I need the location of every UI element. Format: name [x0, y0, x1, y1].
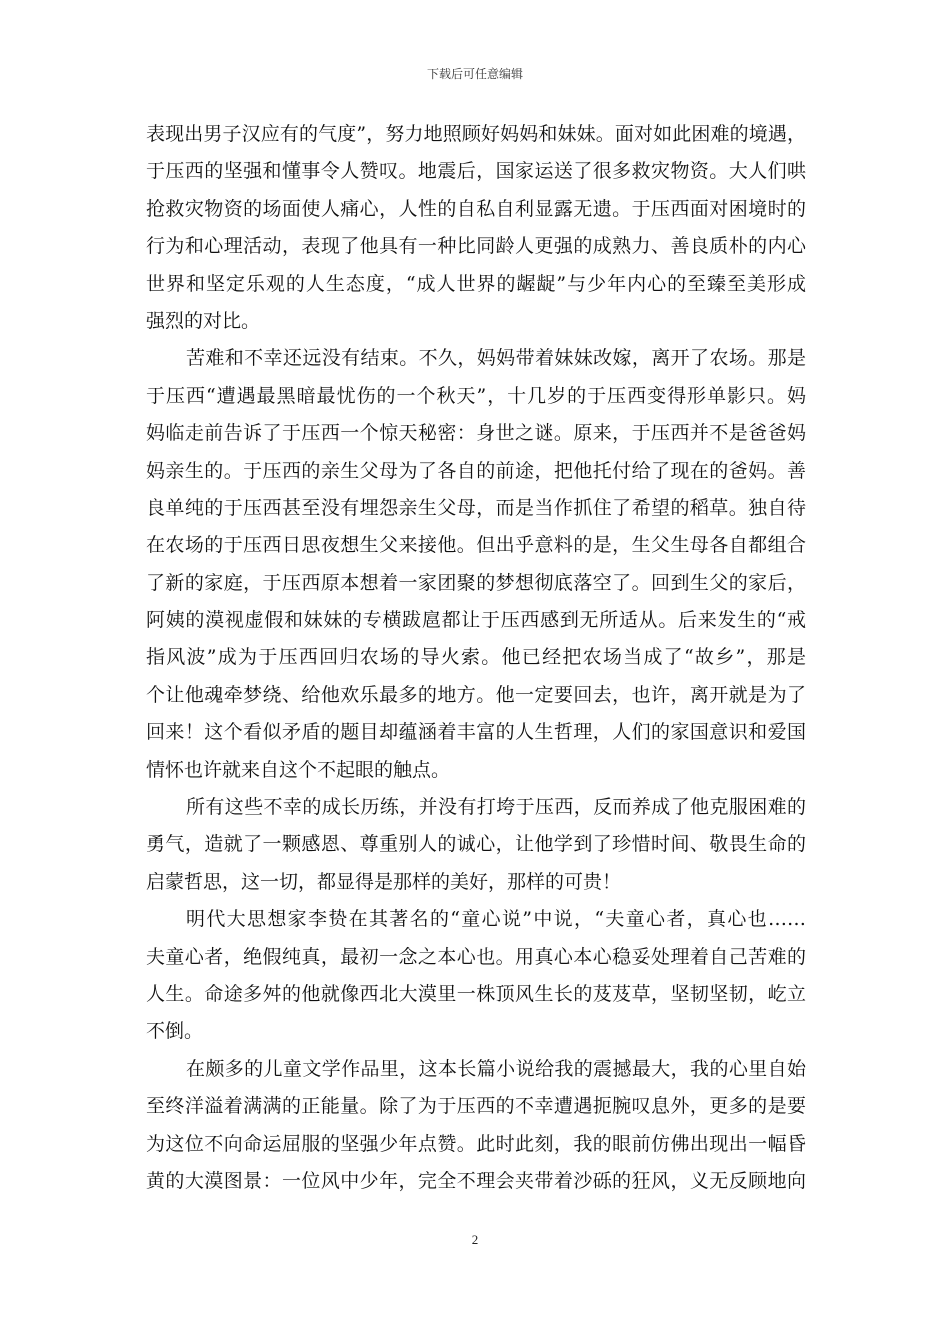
text-line: 明代大思想家李贽在其著名的“童心说”中说，“夫童心者，真心也……: [186, 908, 806, 931]
text-line: 所有这些不幸的成长历练，并没有打垮于压西，反而养成了他克服困难的: [186, 796, 806, 819]
page-number: 2: [471, 1232, 479, 1247]
text-line: 至终洋溢着满满的正能量。除了为于压西的不幸遭遇扼腕叹息外，更多的是要: [146, 1095, 806, 1118]
text-line: 不倒。: [146, 1020, 204, 1043]
body-text: [146, 116, 806, 1200]
text-line: 世界和坚定乐观的人生态度，“成人世界的龌龊”与少年内心的至臻至美形成: [146, 272, 806, 295]
text-line: 抢救灾物资的场面使人痛心，人性的自私自利显露无遗。于压西面对困境时的: [146, 197, 806, 220]
text-line: 苦难和不幸还远没有结束。不久，妈妈带着妹妹改嫁，离开了农场。那是: [186, 347, 806, 370]
text-line: 回来！这个看似矛盾的题目却蕴涵着丰富的人生哲理，人们的家国意识和爱国: [146, 721, 806, 744]
text-line: 阿姨的漠视虚假和妹妹的专横跋扈都让于压西感到无所适从。后来发生的“戒: [146, 609, 806, 632]
paragraph: [146, 789, 806, 901]
text-line: 在颇多的儿童文学作品里，这本长篇小说给我的震撼最大，我的心里自始: [186, 1057, 806, 1080]
text-line: 情怀也许就来自这个不起眼的触点。: [146, 758, 451, 781]
text-line: 表现出男子汉应有的气度”，努力地照顾好妈妈和妹妹。面对如此困难的境遇，: [146, 123, 806, 145]
text-line: 启蒙哲思，这一切，都显得是那样的美好，那样的可贵！: [146, 870, 622, 893]
text-line: 于压西的坚强和懂事令人赞叹。地震后，国家运送了很多救灾物资。大人们哄: [146, 160, 806, 183]
paragraph: [146, 901, 806, 1051]
text-line: 妈亲生的。于压西的亲生父母为了各自的前途，把他托付给了现在的爸妈。善: [146, 459, 806, 482]
text-line: 强烈的对比。: [146, 309, 261, 332]
text-line: 黄的大漠图景：一位风中少年，完全不理会夹带着沙砾的狂风，义无反顾地向: [146, 1169, 806, 1192]
text-line: 个让他魂牵梦绕、给他欢乐最多的地方。他一定要回去，也许，离开就是为了: [146, 683, 806, 706]
text-line: 良单纯的于压西甚至没有埋怨亲生父母，而是当作抓住了希望的稻草。独自待: [146, 496, 806, 519]
text-line: 为这位不向命运屈服的坚强少年点赞。此时此刻，我的眼前仿佛出现出一幅昏: [146, 1132, 806, 1155]
paragraph: [146, 1051, 806, 1201]
paragraph: [146, 116, 806, 340]
text-line: 在农场的于压西日思夜想生父来接他。但出乎意料的是，生父生母各自都组合: [146, 534, 806, 557]
text-line: 人生。命途多舛的他就像西北大漠里一株顶风生长的芨芨草，坚韧坚韧，屹立: [146, 982, 806, 1005]
text-line: 于压西“遭遇最黑暗最忧伤的一个秋天”，十几岁的于压西变得形单影只。妈: [146, 384, 806, 407]
page-header: 下载后可任意编辑: [426, 67, 523, 81]
paragraph: [146, 340, 806, 789]
text-line: 夫童心者，绝假纯真，最初一念之本心也。用真心本心稳妥处理着自己苦难的: [146, 945, 806, 968]
text-line: 行为和心理活动，表现了他具有一种比同龄人更强的成熟力、善良质朴的内心: [146, 235, 806, 258]
text-line: 妈临走前告诉了于压西一个惊天秘密：身世之谜。原来，于压西并不是爸爸妈: [146, 422, 806, 445]
text-line: 了新的家庭，于压西原本想着一家团聚的梦想彻底落空了。回到生父的家后，: [146, 571, 806, 594]
text-line: 指风波”成为于压西回归农场的导火索。他已经把农场当成了“故乡”，那是: [146, 646, 806, 669]
text-line: 勇气，造就了一颗感恩、尊重别人的诚心，让他学到了珍惜时间、敬畏生命的: [146, 833, 806, 856]
